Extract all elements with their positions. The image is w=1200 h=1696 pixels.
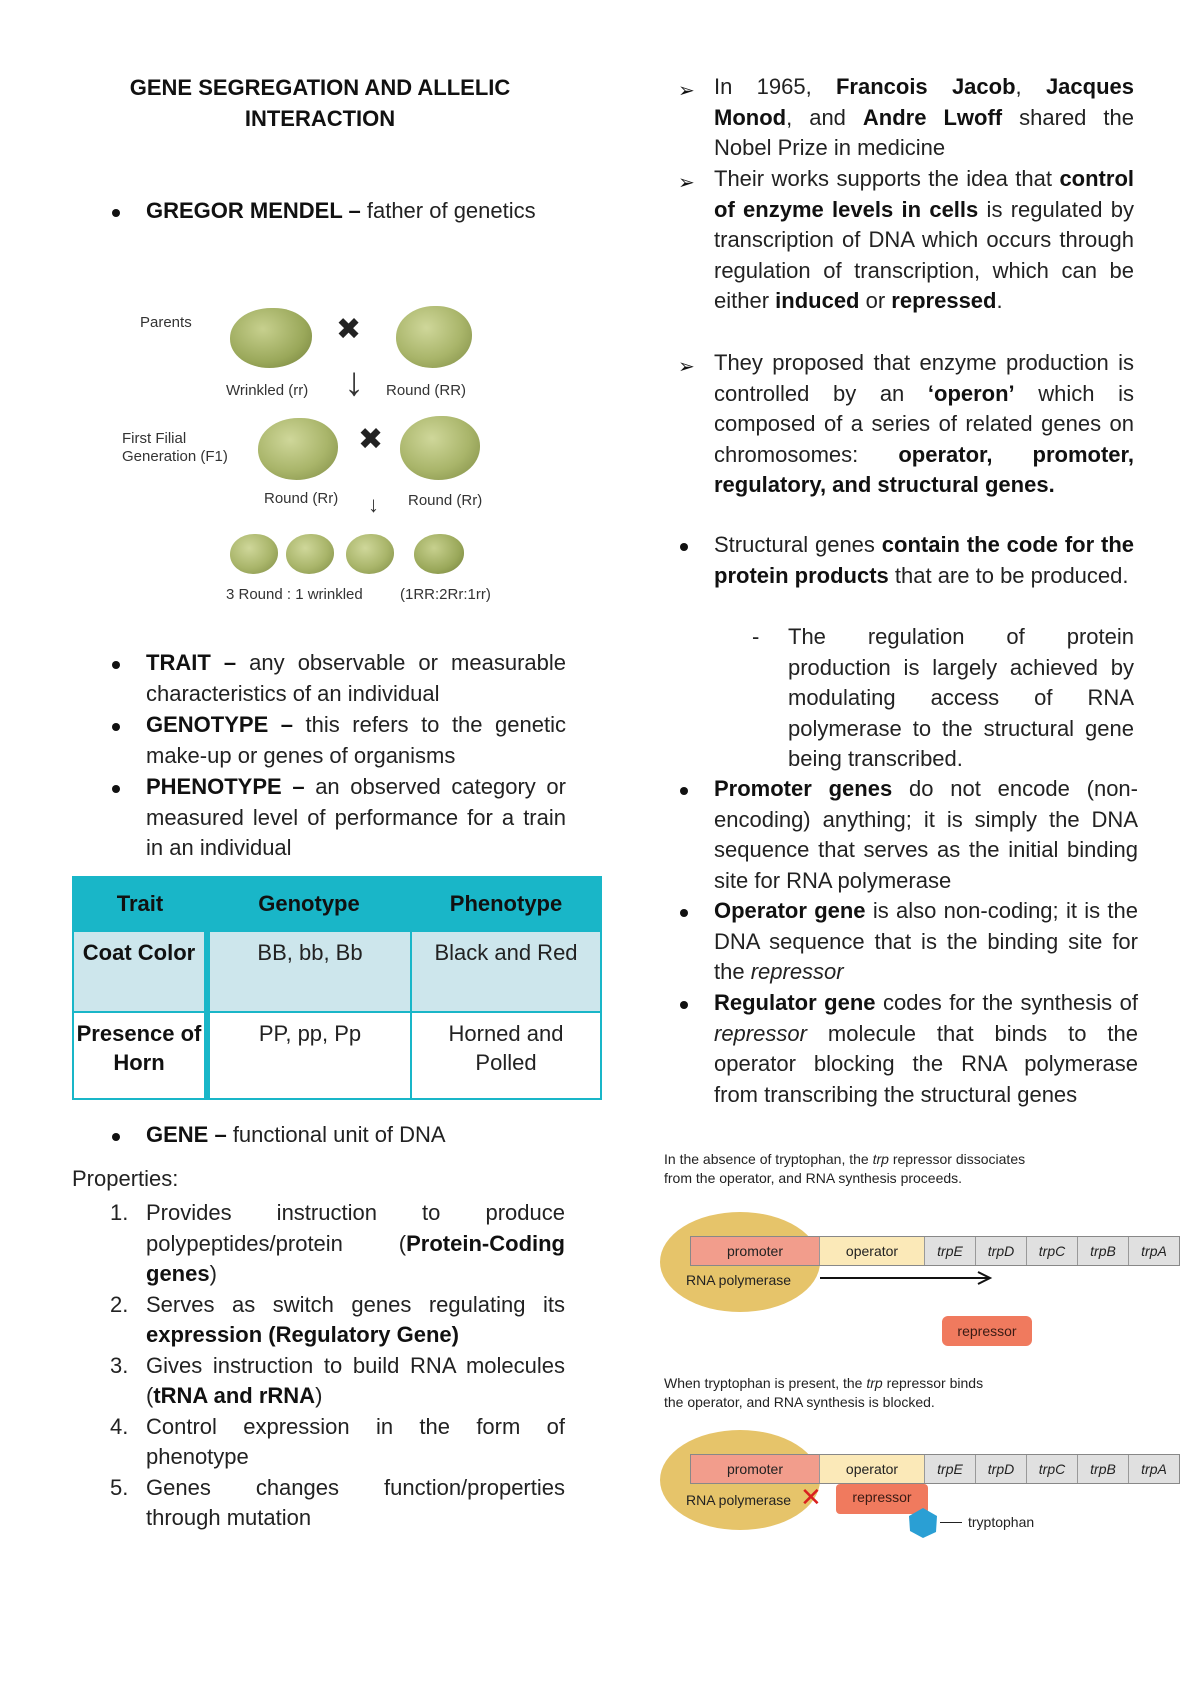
structural-gene: trpC bbox=[1027, 1455, 1078, 1483]
tryptophan-icon bbox=[906, 1506, 940, 1540]
item-text: Provides instruction to produce polypeptides/protein ( bbox=[146, 1200, 565, 1256]
operator-gene: operator bbox=[820, 1455, 925, 1483]
wrinkled-pea bbox=[230, 308, 312, 368]
promoter-bullet bbox=[714, 774, 1138, 896]
table-header: Phenotype bbox=[411, 877, 601, 931]
genotype-bullet bbox=[146, 710, 566, 771]
operon-genes bbox=[690, 1454, 1180, 1484]
bold-text: Andre Lwoff bbox=[862, 104, 1003, 130]
arrow-bullet-icon: ➢ bbox=[678, 356, 695, 378]
tryptophan-label: tryptophan bbox=[968, 1514, 1035, 1530]
mendel-def: father of genetics bbox=[360, 198, 536, 223]
list-item bbox=[100, 1473, 565, 1534]
text: In 1965, bbox=[714, 74, 836, 99]
operator-gene: operator bbox=[820, 1237, 925, 1265]
properties-list bbox=[100, 1198, 565, 1534]
operon-genes bbox=[690, 1236, 1180, 1266]
phenotype-def: an observed category or measured level of performance for a train in an individual bbox=[146, 774, 566, 860]
bold-text: ‘operon’ bbox=[927, 380, 1015, 406]
bold-text: Francois Jacob bbox=[835, 74, 1016, 99]
structural-gene: trpE bbox=[925, 1455, 976, 1483]
structural-gene: trpB bbox=[1078, 1455, 1129, 1483]
genotype-ratio-label: (1RR:2Rr:1rr) bbox=[400, 586, 491, 603]
text: The regulation of protein production is largely achieved by modulating access of RNA polymerase to the structural gene being transcribed. bbox=[788, 624, 1134, 771]
structural-bullet bbox=[714, 530, 1134, 591]
properties-label: Properties: bbox=[72, 1166, 179, 1191]
bullet-dot bbox=[112, 1133, 120, 1141]
structural-gene: trpA bbox=[1129, 1237, 1179, 1265]
operon2-diagram bbox=[660, 1430, 1180, 1540]
pea-cross-diagram bbox=[118, 300, 518, 610]
structural-gene: trpD bbox=[976, 1455, 1027, 1483]
text: the operator, and RNA synthesis is blocked. bbox=[664, 1394, 935, 1410]
gene-bullet bbox=[146, 1120, 566, 1151]
parents-label: Parents bbox=[140, 314, 192, 331]
down-arrow-icon: ↓ bbox=[368, 492, 379, 517]
cross-icon: ✖ bbox=[358, 423, 384, 456]
text: , bbox=[1015, 74, 1046, 99]
table-cell: Presence of Horn bbox=[73, 1012, 207, 1099]
item-end: ) bbox=[209, 1261, 217, 1286]
structural-gene: trpA bbox=[1129, 1455, 1179, 1483]
arrow-bullet-icon: ➢ bbox=[678, 80, 695, 102]
f2-pea-3 bbox=[346, 534, 394, 574]
text: or bbox=[859, 288, 892, 313]
text: shared the Nobel Prize in medicine bbox=[714, 104, 1134, 160]
gene-term: GENE – bbox=[146, 1122, 227, 1147]
bullet-dot bbox=[680, 787, 688, 795]
bold-text: Jacques Monod bbox=[714, 74, 1134, 130]
bold-text: Operator gene bbox=[714, 898, 866, 923]
wrinkled-label: Wrinkled (rr) bbox=[226, 382, 309, 399]
text: which is composed of a series of related genes on chromosomes: bbox=[714, 380, 1134, 467]
rna-polymerase-label: RNA polymerase bbox=[686, 1492, 792, 1508]
table-header-row bbox=[73, 877, 601, 931]
arrow-bullet-icon: ➢ bbox=[678, 172, 695, 194]
table-cell: BB, bb, Bb bbox=[207, 931, 411, 1012]
f2-pea-2 bbox=[286, 534, 334, 574]
bold-text: contain the code for the protein products bbox=[714, 532, 1134, 588]
text: do not encode (non-encoding) anything; it is simply the DNA sequence that serves as the initial binding site for RNA polymerase bbox=[714, 776, 1138, 893]
cross-icon: ✖ bbox=[336, 313, 362, 346]
text: Their works supports the idea that bbox=[714, 166, 1060, 191]
text: In the absence of tryptophan, the bbox=[664, 1151, 873, 1167]
promoter-gene: promoter bbox=[691, 1237, 820, 1265]
repressor-shape: repressor bbox=[942, 1316, 1032, 1346]
f2-pea-1 bbox=[230, 534, 278, 574]
item-text: Control expression in the form of phenotype bbox=[146, 1413, 565, 1469]
phenotype-bullet bbox=[146, 772, 566, 864]
bold-text: induced bbox=[775, 288, 860, 313]
structural-gene: trpC bbox=[1027, 1237, 1078, 1265]
table-row bbox=[73, 931, 601, 1012]
italic-text: trp bbox=[866, 1375, 883, 1391]
table-header: Genotype bbox=[207, 877, 411, 931]
arrow-bullet-works bbox=[678, 164, 1134, 317]
item-end: (Regulatory Gene) bbox=[262, 1322, 459, 1347]
ratio-label: 3 Round : 1 wrinkled bbox=[226, 586, 363, 603]
table-cell: PP, pp, Pp bbox=[207, 1012, 411, 1099]
round-rr-label: Round (RR) bbox=[386, 382, 467, 399]
bold-text: operator, promoter, regulatory, and structural genes. bbox=[714, 441, 1134, 497]
f2-pea-wrinkled bbox=[414, 534, 464, 574]
item-number: 3. bbox=[110, 1352, 129, 1378]
table-cell: Black and Red bbox=[411, 931, 601, 1012]
phenotype-term: PHENOTYPE – bbox=[146, 774, 305, 799]
mendel-term: GREGOR MENDEL – bbox=[146, 198, 361, 223]
structural-gene: trpE bbox=[925, 1237, 976, 1265]
promoter-gene: promoter bbox=[691, 1455, 820, 1483]
text: . bbox=[996, 288, 1003, 313]
structural-gene: trpD bbox=[976, 1237, 1027, 1265]
item-bold: tRNA and rRNA bbox=[153, 1383, 316, 1408]
table-cell: Horned and Polled bbox=[411, 1012, 601, 1099]
item-text: Genes changes function/properties through mutation bbox=[146, 1474, 565, 1530]
mendel-bullet bbox=[146, 196, 566, 227]
bullet-dot bbox=[112, 209, 120, 217]
bullet-dot bbox=[112, 723, 120, 731]
text: repressor binds bbox=[882, 1375, 984, 1391]
bold-text: control of enzyme levels in cells bbox=[714, 166, 1134, 222]
table-header: Trait bbox=[73, 877, 207, 931]
bold-text: repressed bbox=[891, 288, 997, 313]
text: repressor dissociates bbox=[888, 1151, 1026, 1167]
round-rr1-label: Round (Rr) bbox=[264, 490, 339, 507]
operon2-caption bbox=[664, 1374, 983, 1412]
item-bold: expression bbox=[146, 1322, 263, 1347]
item-number: 5. bbox=[110, 1474, 129, 1500]
item-text: Serves as switch genes regulating its bbox=[146, 1291, 565, 1317]
italic-text: repressor bbox=[714, 1020, 807, 1046]
f1-label-1: First Filial bbox=[122, 430, 187, 447]
bullet-dot bbox=[112, 661, 120, 669]
round-rr2-label: Round (Rr) bbox=[408, 492, 483, 509]
list-item bbox=[100, 1351, 565, 1412]
f1-pea-2 bbox=[400, 416, 480, 480]
trait-def: any observable or measurable characteristics of an individual bbox=[146, 650, 566, 706]
list-item bbox=[100, 1412, 565, 1473]
genotype-term: GENOTYPE – bbox=[146, 712, 294, 737]
operator-bullet bbox=[714, 896, 1138, 988]
bold-text: Regulator gene bbox=[714, 990, 876, 1015]
bullet-dot bbox=[680, 909, 688, 917]
item-number: 2. bbox=[110, 1291, 129, 1317]
text: codes for the synthesis of bbox=[875, 990, 1138, 1015]
text: They proposed that enzyme production is controlled by an bbox=[714, 350, 1134, 406]
item-bold: Protein-Coding genes bbox=[146, 1230, 565, 1286]
trait-table bbox=[72, 876, 602, 1100]
arrow-bullet-operon bbox=[678, 348, 1134, 501]
item-number: 4. bbox=[110, 1413, 129, 1439]
operon1-caption bbox=[664, 1150, 1025, 1188]
italic-text: trp bbox=[872, 1151, 889, 1167]
list-item bbox=[100, 1290, 565, 1351]
bold-text: Promoter genes bbox=[714, 776, 893, 801]
table-row bbox=[73, 1012, 601, 1099]
round-pea bbox=[396, 306, 472, 368]
item-number: 1. bbox=[110, 1200, 129, 1225]
item-text: Gives instruction to build RNA molecules ( bbox=[146, 1352, 565, 1408]
structural-gene: trpB bbox=[1078, 1237, 1129, 1265]
bullet-dot bbox=[112, 785, 120, 793]
blocked-x-icon: ✕ bbox=[800, 1482, 822, 1512]
text: Structural genes bbox=[714, 532, 882, 557]
regulation-subitem bbox=[752, 622, 1134, 775]
rna-polymerase-label: RNA polymerase bbox=[686, 1272, 792, 1288]
text: When tryptophan is present, the bbox=[664, 1375, 867, 1391]
genotype-def: this refers to the genetic make-up or genes of organisms bbox=[146, 712, 567, 768]
text: molecule that binds to the operator blocking the RNA polymerase from transcribing the structural genes bbox=[714, 1020, 1138, 1107]
label-line bbox=[940, 1522, 962, 1523]
transcription-arrow-icon bbox=[820, 1270, 1000, 1286]
bullet-dot bbox=[680, 1001, 688, 1009]
arrow-bullet-nobel bbox=[678, 72, 1134, 164]
text: that are to be produced. bbox=[888, 562, 1129, 588]
text: , and bbox=[786, 104, 863, 130]
repressor-shape: repressor bbox=[836, 1484, 928, 1514]
down-arrow-icon: ↓ bbox=[344, 360, 364, 404]
text: is also non-coding; it is the DNA sequence that is the binding site for the bbox=[714, 898, 1138, 984]
page-title: GENE SEGREGATION AND ALLELIC INTERACTION bbox=[129, 75, 511, 131]
regulator-bullet bbox=[714, 988, 1138, 1110]
trait-bullet bbox=[146, 648, 566, 709]
text: is regulated by transcription of DNA which occurs through regulation of transcription, which can be either bbox=[714, 196, 1134, 313]
trait-term: TRAIT – bbox=[146, 650, 237, 675]
dash-bullet: - bbox=[752, 624, 760, 649]
table-cell: Coat Color bbox=[73, 931, 207, 1012]
italic-text: repressor bbox=[750, 959, 844, 984]
bullet-dot bbox=[680, 543, 688, 551]
f1-pea-1 bbox=[258, 418, 338, 480]
operon1-diagram bbox=[660, 1212, 1180, 1339]
gene-def: functional unit of DNA bbox=[226, 1122, 446, 1147]
text: from the operator, and RNA synthesis proceeds. bbox=[664, 1170, 963, 1186]
f1-label-2: Generation (F1) bbox=[122, 448, 228, 465]
item-end: ) bbox=[315, 1383, 323, 1408]
list-item bbox=[100, 1198, 565, 1290]
